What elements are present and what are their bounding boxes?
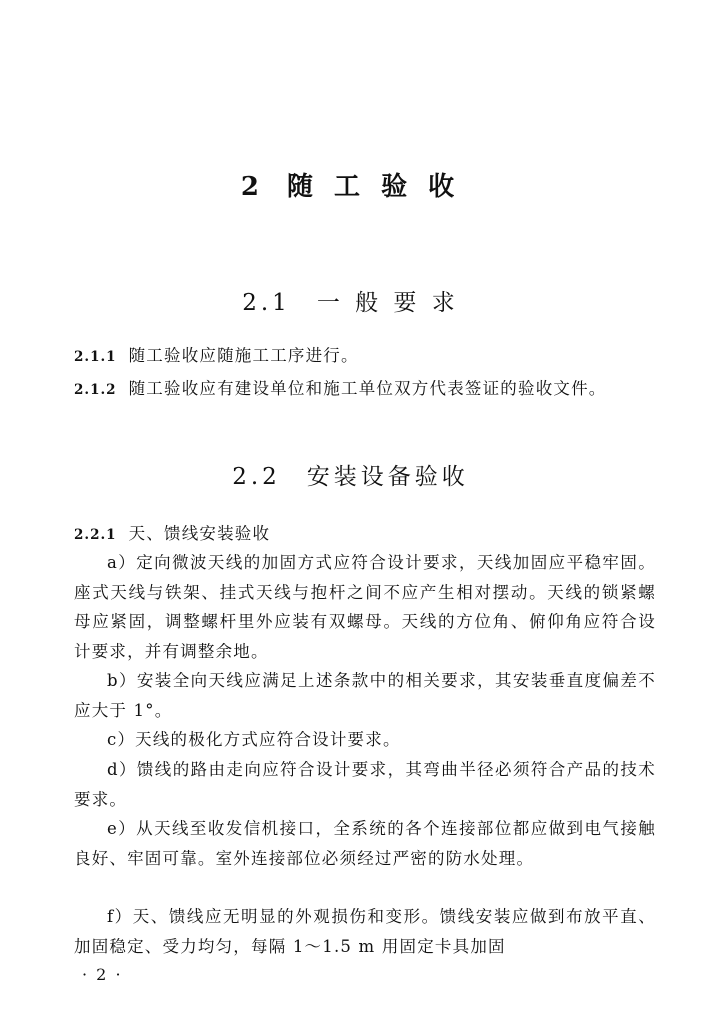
section-title: 一 般 要 求 <box>316 290 459 316</box>
section-title: 安装设备验收 <box>306 464 469 490</box>
item-a: a）定向微波天线的加固方式应符合设计要求，天线加固应平稳牢固。座式天线与铁架、挂式天线与抱杆之间不应产生相对摆动。天线的锁紧螺母应紧固，调整螺杆里外应装有双螺母。天线的方位角、俯仰角应符合设计要求，并有调整余地。 <box>74 553 656 661</box>
section-number: 2.2 <box>232 464 281 490</box>
clause-number: 2.1.2 <box>74 382 117 398</box>
clause-number: 2.2.1 <box>74 527 117 543</box>
clause-text: 天、馈线安装验收 <box>128 524 271 543</box>
section-number: 2.1 <box>242 290 291 316</box>
item-d: d）馈线的路由走向应符合设计要求，其弯曲半径必须符合产品的技术要求。 <box>74 760 656 809</box>
clause-2-1-2 <box>74 374 656 406</box>
clause-2-2-1 <box>74 519 656 551</box>
section-heading-2-2 <box>0 458 701 491</box>
chapter-heading <box>0 166 701 203</box>
clause-text: 随工验收应随施工工序进行。 <box>128 346 359 365</box>
item-f: f）天、馈线应无明显的外观损伤和变形。馈线安装应做到布放平直、加固稳定、受力均匀，每隔 1～1.5 m 用固定卡具加固 <box>74 907 656 956</box>
item-c: c）天线的极化方式应符合设计要求。 <box>107 730 401 749</box>
clause-2-1-1 <box>74 341 656 373</box>
page-number: · 2 · <box>82 965 123 984</box>
item-b: b）安装全向天线应满足上述条款中的相关要求，其安装垂直度偏差不应大于 1°。 <box>74 671 656 720</box>
chapter-number: 2 <box>240 172 265 202</box>
item-e: e）从天线至收发信机接口，全系统的各个连接部位都应做到电气接触良好、牢固可靠。室外连接部位必须经过严密的防水处理。 <box>74 819 656 868</box>
clause-number: 2.1.1 <box>74 349 117 365</box>
clause-text: 随工验收应有建设单位和施工单位双方代表签证的验收文件。 <box>128 379 607 398</box>
chapter-title: 随 工 验 收 <box>286 172 461 202</box>
section-heading-2-1 <box>0 284 701 317</box>
